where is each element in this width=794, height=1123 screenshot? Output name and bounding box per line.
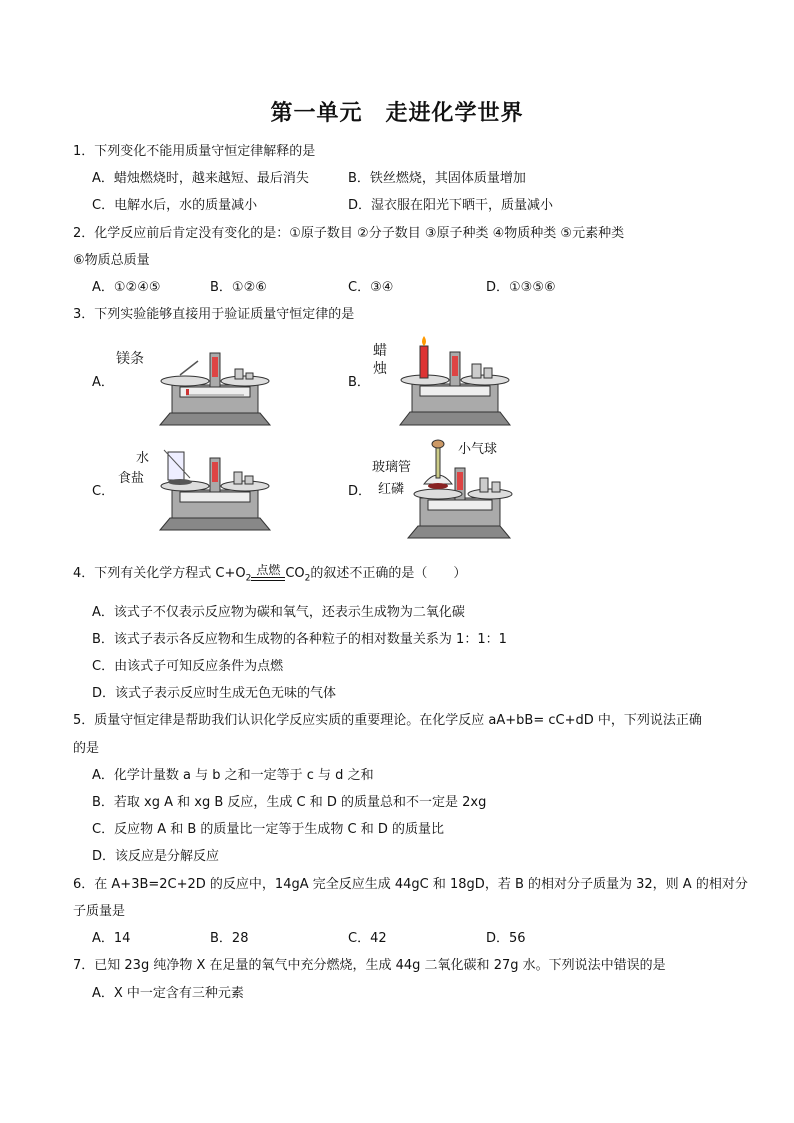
q5-option-d: D．该反应是分解反应 [92,849,220,864]
page-title: 第一单元 走进化学世界 [270,101,524,126]
q1-option-c: C．电解水后，水的质量减小 [92,198,258,213]
label-salt: 食盐 [118,471,145,486]
balance-d-diagram [400,436,520,540]
question-2-stem: 2．化学反应前后肯定没有变化的是：①原子数目 ②分子数目 ③原子种类 ④物质种类 ⑤元素种类 [73,226,625,241]
q2-option-a: A．①②④⑤ [92,280,161,295]
q1-option-d: D．湿衣服在阳光下晒干，质量减小 [348,198,554,213]
q3-option-b: B． [348,375,370,390]
label-balloon: 小气球 [458,442,498,457]
question-5-stem-cont: 的是 [73,741,100,756]
question-6-stem-cont: 子质量是 [73,904,126,919]
balance-b-diagram [390,332,520,427]
question-2-stem-cont: ⑥物质总质量 [73,253,150,268]
q6-option-a: A．14 [92,931,131,946]
question-1-stem: 1．下列变化不能用质量守恒定律解释的是 [73,144,316,159]
q6-option-d: D．56 [486,931,526,946]
q6-option-c: C．42 [348,931,387,946]
label-glass-tube: 玻璃管 [372,460,412,475]
q5-option-a: A．化学计量数 a 与 b 之和一定等于 c 与 d 之和 [92,768,374,783]
question-7-stem: 7．已知 23g 纯净物 X 在足量的氧气中充分燃烧，生成 44g 二氧化碳和 27g 水。下列说法中错误的是 [73,958,666,973]
q4-sub-co2: 2 [304,573,311,584]
q6-option-b: B．28 [210,931,249,946]
q4-stem-post: 的叙述不正确的是（ ） [310,566,467,581]
q4-stem-pre: 4．下列有关化学方程式 C+O [73,566,246,581]
balance-a-diagram [150,335,280,427]
q3-option-a: A． [92,375,114,390]
q2-option-c: C．③④ [348,280,394,295]
q4-option-d: D．该式子表示反应时生成无色无味的气体 [92,686,337,701]
label-red-phosphorus: 红磷 [378,482,405,497]
q1-option-b: B．铁丝燃烧，其固体质量增加 [348,171,526,186]
q7-option-a: A．X 中一定含有三种元素 [92,986,244,1001]
label-water: 水 [136,451,150,466]
q5-option-c: C．反应物 A 和 B 的质量比一定等于生成物 C 和 D 的质量比 [92,822,445,837]
q4-option-c: C．由该式子可知反应条件为点燃 [92,659,284,674]
q4-option-a: A．该式子不仅表示反应物为碳和氧气，还表示生成物为二氧化碳 [92,605,465,620]
q3-option-d: D． [348,484,372,499]
question-3-stem: 3．下列实验能够直接用于验证质量守恒定律的是 [73,307,355,322]
question-5-stem: 5．质量守恒定律是帮助我们认识化学反应实质的重要理论。在化学反应 aA+bB= cC+dD 中，下列说法正确 [73,713,702,728]
q1-option-a: A．蜡烛燃烧时，越来越短、最后消失 [92,171,309,186]
label-magnesium: 镁条 [116,351,144,367]
q4-condition: 点燃 [256,562,281,577]
q5-option-b: B．若取 xg A 和 xg B 反应，生成 C 和 D 的质量总和不一定是 2xg [92,795,487,810]
label-candle-2: 烛 [373,361,387,377]
q4-sub-o2: 2 [245,573,252,584]
label-candle-1: 蜡 [373,343,387,359]
balance-c-diagram [150,440,280,532]
q2-option-d: D．①③⑤⑥ [486,280,556,295]
q2-option-b: B．①②⑥ [210,280,267,295]
q4-reaction-arrow [251,562,285,588]
q4-stem-mid: CO [285,566,305,581]
question-6-stem: 6．在 A+3B=2C+2D 的反应中，14gA 完全反应生成 44gC 和 18gD，若 B 的相对分子质量为 32，则 A 的相对分 [73,877,748,892]
question-4-stem [73,562,573,588]
q3-option-c: C． [92,484,115,499]
q4-option-b: B．该式子表示各反应物和生成物的各种粒子的相对数量关系为 1：1：1 [92,632,507,647]
